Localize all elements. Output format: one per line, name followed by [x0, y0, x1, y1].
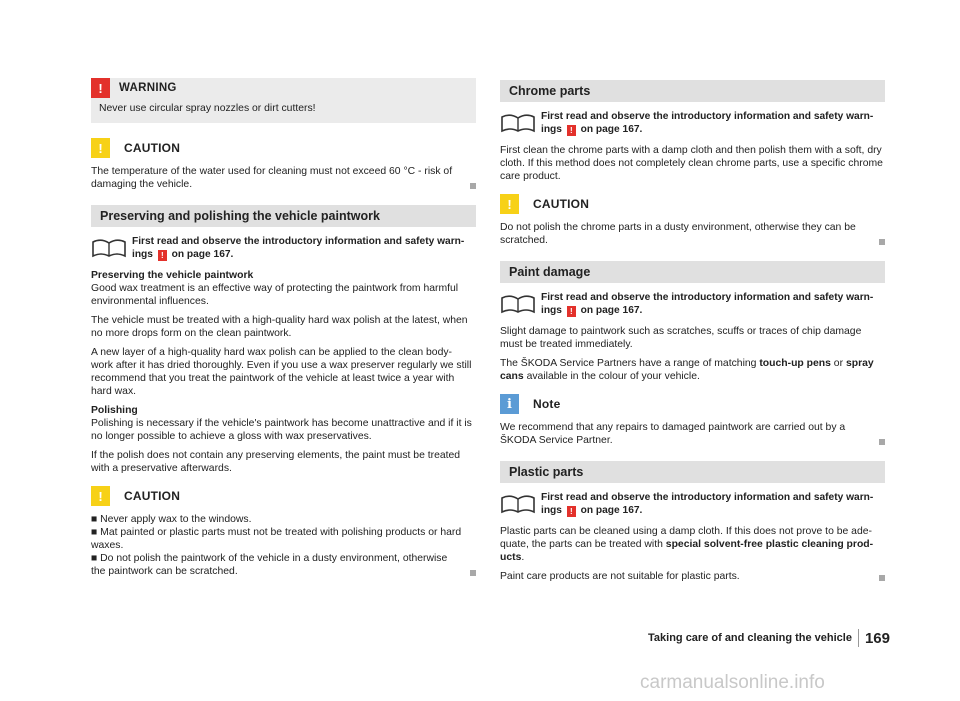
mini-warning-icon: ! — [567, 506, 576, 517]
paragraph: First clean the chrome parts with a damp cloth and then polish them with a soft, dry cloth. If this method does not completely clean chrome parts, use a specific chrome care product. — [500, 145, 883, 182]
section-title: Paint damage — [500, 261, 885, 283]
paragraph: Slight damage to paintwork such as scratches, scuffs or traces of chip damage must be treated immediately. — [500, 326, 862, 350]
caution-body — [500, 221, 885, 247]
page-footer — [640, 626, 890, 650]
closing-paragraph — [500, 570, 885, 583]
caution-text: Do not polish the chrome parts in a dusty environment, otherwise they can be scratched. — [500, 222, 856, 246]
caution-block-chrome — [500, 193, 885, 247]
read-first-pre: First read and observe the introductory information and safety warn- ings — [132, 236, 465, 260]
read-first-pre: First read and observe the introductory information and safety warn- ings — [541, 492, 874, 516]
text-bold: special solvent-free plastic cleaning prod- ucts — [500, 539, 874, 563]
warning-header — [91, 78, 476, 98]
end-marker-icon — [879, 575, 885, 581]
paragraph — [500, 525, 885, 564]
section-title: Plastic parts — [500, 461, 885, 483]
warning-box — [91, 78, 476, 123]
read-first-text — [541, 110, 885, 136]
caution-title: CAUTION — [124, 141, 181, 155]
paragraph: Good wax treatment is an effective way of protecting the paintwork from harmful environmental influences. — [91, 283, 459, 307]
warning-icon: ! — [91, 78, 110, 98]
text-run: available in the colour of your vehicle. — [526, 371, 700, 382]
watermark: carmanualsonline.info — [640, 672, 825, 693]
caution-title: CAUTION — [124, 489, 181, 503]
mini-warning-icon: ! — [158, 250, 167, 261]
subheading-polishing: Polishing — [91, 405, 138, 416]
read-first-text — [541, 291, 885, 317]
caution-block-water — [91, 137, 476, 191]
right-column — [500, 78, 885, 583]
read-first-text — [541, 491, 885, 517]
section-title: Chrome parts — [500, 80, 885, 102]
note-header — [500, 393, 885, 415]
left-column — [91, 78, 476, 578]
caution-title: CAUTION — [533, 197, 590, 211]
mini-warning-icon: ! — [567, 306, 576, 317]
caution-body — [91, 165, 476, 191]
caution-header — [91, 137, 476, 159]
section-title: Preserving and polishing the vehicle paintwork — [91, 205, 476, 227]
paragraph — [500, 357, 885, 383]
read-first-note — [500, 491, 885, 517]
caution-bullet: ■ Never apply wax to the windows. — [91, 514, 252, 525]
paragraph: Paint care products are not suitable for plastic parts. — [500, 571, 740, 582]
warning-text: Never use circular spray nozzles or dirt cutters! — [99, 103, 316, 114]
caution-bullet: ■ Mat painted or plastic parts must not be treated with polishing products or hard waxes. — [91, 527, 462, 551]
caution-header — [91, 485, 476, 507]
end-marker-icon — [879, 439, 885, 445]
page-reference-link[interactable]: on page 167. — [580, 305, 643, 316]
read-first-note — [91, 235, 476, 261]
caution-text: The temperature of the water used for cleaning must not exceed 60 °C - risk of damaging the vehicle. — [91, 166, 453, 190]
end-marker-icon — [470, 570, 476, 576]
text-run: . — [521, 552, 525, 563]
page-number: 169 — [864, 629, 890, 647]
caution-icon: ! — [500, 194, 519, 214]
caution-last-bullet — [91, 552, 476, 578]
open-book-icon — [500, 292, 536, 314]
open-book-icon — [500, 111, 536, 133]
open-book-icon — [500, 492, 536, 514]
end-marker-icon — [879, 239, 885, 245]
subheading-preserving: Preserving the vehicle paintwork — [91, 270, 254, 281]
note-text: We recommend that any repairs to damaged paintwork are carried out by a ŠKODA Service Partner. — [500, 422, 846, 446]
open-book-icon — [91, 236, 127, 258]
paragraph: Polishing is necessary if the vehicle's paintwork has become unattractive and if it is no longer possible to achieve a gloss with wax preservatives. — [91, 418, 472, 442]
page-reference-link[interactable]: on page 167. — [580, 505, 643, 516]
footer-divider — [858, 629, 859, 647]
read-first-note — [500, 110, 885, 136]
page-reference-link[interactable]: on page 167. — [171, 249, 234, 260]
paragraph: The vehicle must be treated with a high-quality hard wax polish at the latest, when no more drops form on the clean paintwork. — [91, 315, 468, 339]
chapter-title: Taking care of and cleaning the vehicle — [648, 632, 852, 644]
text-bold: touch-up pens — [759, 358, 831, 369]
text-bold: spray cans — [500, 358, 874, 382]
caution-block-wax — [91, 485, 476, 578]
caution-bullet: ■ Do not polish the paintwork of the vehicle in a dusty environment, otherwise the paintwork can be scratched. — [91, 553, 448, 577]
text-run: or — [833, 358, 844, 369]
caution-header — [500, 193, 885, 215]
read-first-note — [500, 291, 885, 317]
read-first-text — [132, 235, 476, 261]
caution-icon: ! — [91, 486, 110, 506]
mini-warning-icon: ! — [567, 125, 576, 136]
note-title: Note — [533, 397, 561, 411]
info-icon: i — [500, 394, 519, 414]
paragraph: A new layer of a high-quality hard wax polish can be applied to the clean body- work after it has dried thoroughly. Even if you use a wax preserver regularly we still recommend that you treat the paintwork of the vehicle at least twice a year with hard wax. — [91, 347, 472, 397]
read-first-pre: First read and observe the introductory information and safety warn- ings — [541, 292, 874, 316]
end-marker-icon — [470, 183, 476, 189]
note-block — [500, 393, 885, 447]
paragraph: If the polish does not contain any preserving elements, the paint must be treated with a preservative afterwards. — [91, 450, 461, 474]
text-run: The ŠKODA Service Partners have a range of matching — [500, 358, 757, 369]
read-first-pre: First read and observe the introductory information and safety warn- ings — [541, 111, 874, 135]
page-reference-link[interactable]: on page 167. — [580, 124, 643, 135]
text-run: Plastic parts can be cleaned using a damp cloth. If this does not prove to be ade- quate, the parts can be treated with — [500, 526, 872, 550]
note-body — [500, 421, 885, 447]
warning-title: WARNING — [119, 82, 177, 94]
caution-icon: ! — [91, 138, 110, 158]
